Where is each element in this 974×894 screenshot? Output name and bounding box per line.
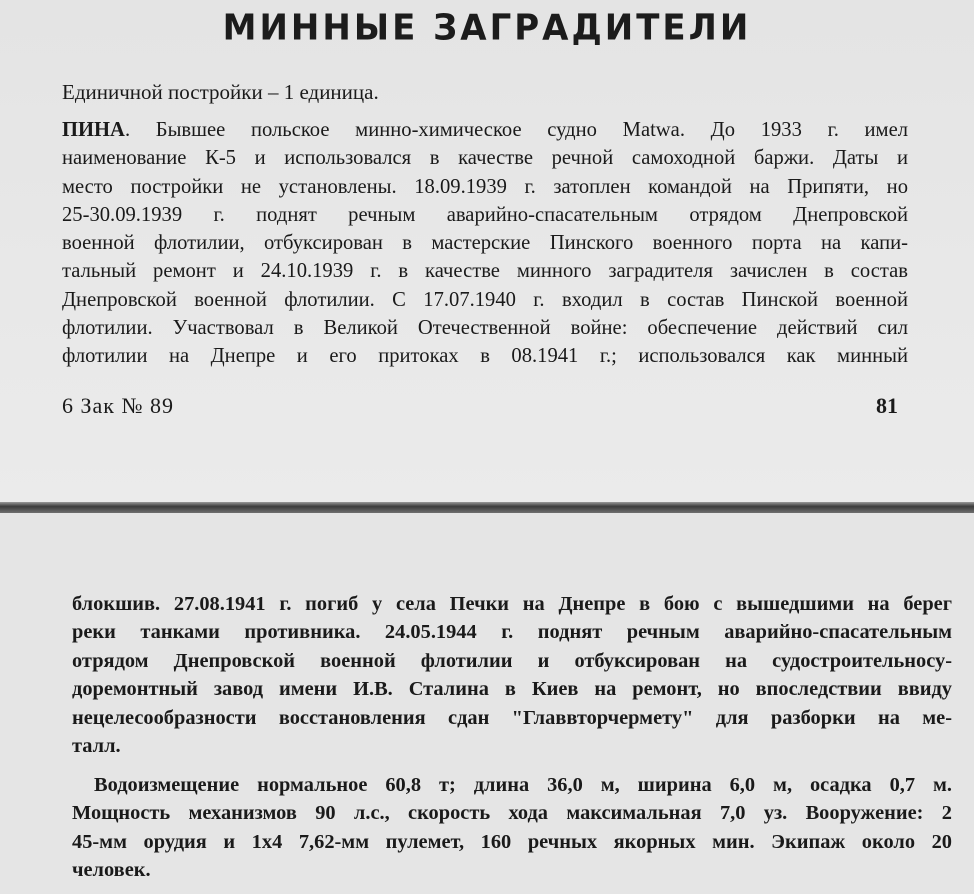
section-subtitle: Единичной постройки – 1 единица. — [62, 80, 379, 104]
printer-signature: 6 Зак № 89 — [62, 393, 174, 418]
entry-paragraph — [62, 116, 908, 371]
entry-line-5: тальный ремонт и 24.10.1939 г. в качестве минного заградителя зачислен в состав — [62, 260, 908, 283]
continuation-line-1: реки танками противника. 24.05.1944 г. поднят речным аварийно-спасательным — [72, 621, 952, 644]
book-page-bottom — [0, 513, 974, 894]
specs-line-3: человек. — [72, 859, 151, 882]
entry-line-2: место постройки не установлены. 18.09.1939 г. затоплен командой на Припяти, но — [62, 175, 908, 198]
continuation-line-4: нецелесообразности восстановления сдан "Главвторчермету" для разборки на ме- — [72, 706, 952, 729]
specs-line-2: 45-мм орудия и 1х4 7,62-мм пулемет, 160 речных якорных мин. Экипаж около 20 — [72, 830, 952, 853]
entry-line-6: Днепровской военной флотилии. С 17.07.1940 г. входил в состав Пинской военной — [62, 288, 908, 311]
continuation-line-0: блокшив. 27.08.1941 г. погиб у села Печки на Днепре в бою с вышедшими на берег — [72, 593, 952, 615]
specs-line-1: Мощность механизмов 90 л.с., скорость хода максимальная 7,0 уз. Вооружение: 2 — [72, 802, 952, 825]
entry-line-0 — [62, 116, 908, 144]
page-divider — [0, 502, 974, 513]
chapter-title: МИННЫЕ ЗАГРАДИТЕЛИ — [222, 7, 752, 49]
entry-line-8: флотилии на Днепре и его притоках в 08.1941 г.; использовался как минный — [62, 345, 908, 368]
continuation-line-5: талл. — [72, 735, 121, 758]
ship-name: ПИНА — [62, 119, 125, 141]
entry-line-7: флотилии. Участвовал в Великой Отечественной войне: обеспечение действий сил — [62, 317, 908, 340]
page-number: 81 — [876, 393, 898, 418]
continuation-line-3: доремонтный завод имени И.В. Сталина в Киев на ремонт, но впоследствии ввиду — [72, 678, 952, 701]
entry-line-1: наименование К-5 и использовался в качестве речной самоходной баржи. Даты и — [62, 147, 908, 170]
entry-line-0-text: . Бывшее польское минно-химическое судно Matwa. До 1933 г. имел — [124, 119, 908, 141]
specs-line-0: Водоизмещение нормальное 60,8 т; длина 36,0 м, ширина 6,0 м, осадка 0,7 м. — [94, 774, 952, 796]
entry-line-3: 25-30.09.1939 г. поднят речным аварийно-спасательным отрядом Днепровской — [62, 203, 908, 226]
specs-paragraph — [72, 771, 952, 885]
entry-line-4: военной флотилии, отбуксирован в мастерские Пинского военного порта на капи- — [62, 232, 908, 255]
continuation-line-2: отрядом Днепровской военной флотилии и отбуксирован на судостроительносу- — [72, 649, 952, 672]
continuation-paragraph — [72, 590, 952, 760]
